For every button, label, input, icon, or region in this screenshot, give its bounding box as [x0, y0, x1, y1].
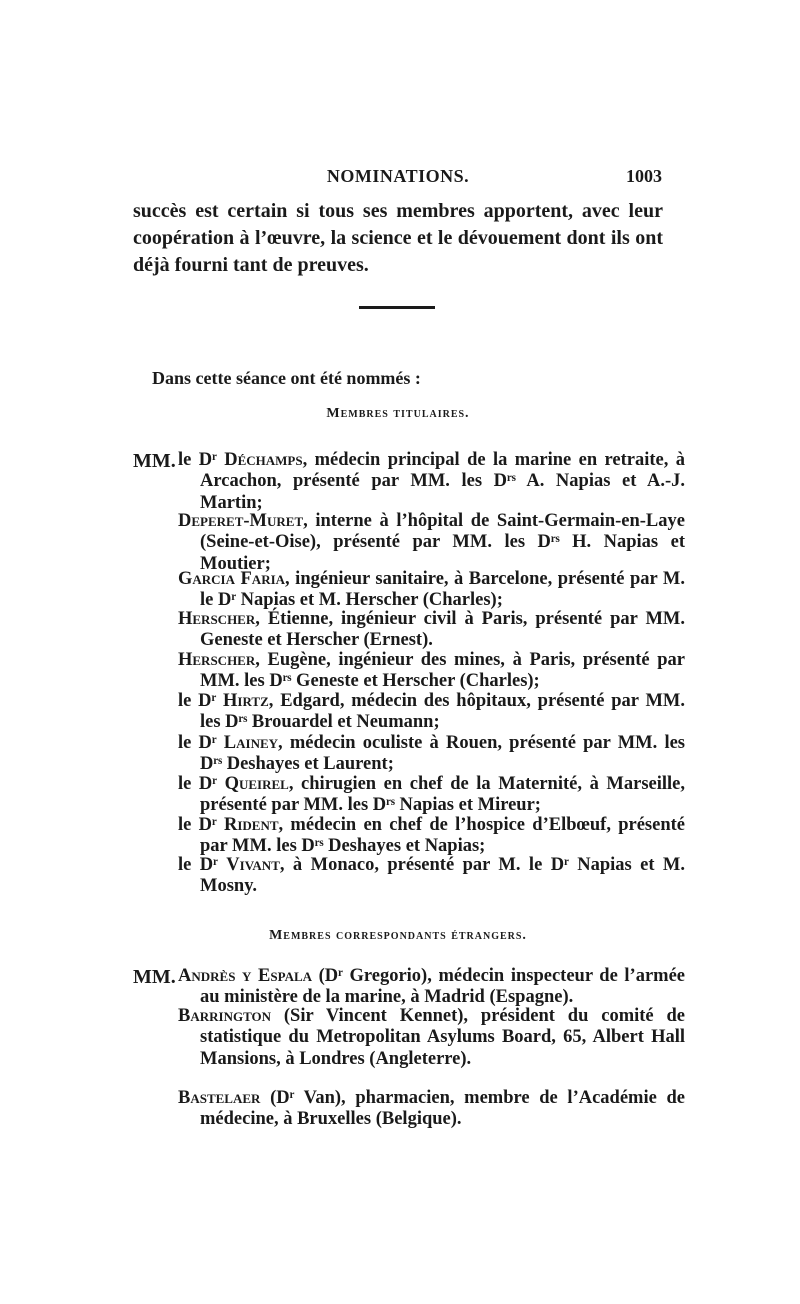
entry-details: (Dʳ Gregorio), médecin inspecteur de l’armée au ministère de la marine, à Madrid (Espagne). [200, 966, 686, 1008]
entry-details: , interne à l’hôpital de Saint-Germain-en-Laye (Seine-et-Oise), présenté par MM. les Dʳˢ H. Napias et Moutier; [200, 511, 685, 574]
correspondant-entry [178, 966, 685, 1009]
entry-details: (Dʳ Van), pharmacien, membre de l’Académie de médecine, à Bruxelles (Belgique). [200, 1088, 685, 1130]
entry-details: (Sir Vincent Kennet), président du comité de statistique du Metropolitan Asylums Board, 65, Albert Hall Mansions, à Londres (Angleterre). [200, 1006, 685, 1069]
member-name: Barrington [178, 1006, 271, 1026]
titulaires-prefix: MM. [133, 450, 176, 472]
titulaire-entry [178, 691, 685, 734]
entry-lead: le Dʳ [178, 855, 227, 875]
entry-lead: le Dʳ [178, 450, 225, 470]
member-name: Deperet-Muret [178, 511, 304, 531]
member-name: Hirtz [223, 691, 269, 711]
member-name: Déchamps [224, 450, 303, 470]
correspondants-prefix: MM. [133, 966, 176, 988]
entry-lead: le Dʳ [178, 691, 224, 711]
intro-line: Dans cette séance ont été nommés : [152, 368, 421, 388]
member-name: Garcia Faria [178, 569, 286, 589]
entry-details: , médecin principal de la marine en retraite, à Arcachon, présenté par MM. les Dʳˢ A. Napias et A.-J. Martin; [200, 450, 686, 513]
page-header [134, 166, 662, 194]
member-name: Andrès y Espala [178, 966, 313, 986]
titulaire-entry [178, 733, 685, 776]
running-title: NOMINATIONS. [326, 166, 470, 186]
member-name: Bastelaer [178, 1088, 261, 1108]
entry-details: , chirugien en chef de la Maternité, à Marseille, présenté par MM. les Dʳˢ Napias et Mireur; [200, 774, 685, 816]
titulaire-entry [178, 650, 685, 693]
correspondant-entry [178, 1006, 685, 1070]
page-number: 1003 [626, 166, 662, 186]
member-name: Queirel [224, 774, 289, 794]
entry-details: , Étienne, ingénieur civil à Paris, présenté par MM. Geneste et Herscher (Ernest). [200, 609, 685, 651]
entry-details: , ingénieur sanitaire, à Barcelone, présenté par M. le Dʳ Napias et M. Herscher (Charles); [200, 569, 686, 611]
titulaire-entry [178, 450, 685, 514]
heading-membres-titulaires: Membres titulaires. [326, 406, 470, 421]
entry-lead: le Dʳ [178, 733, 224, 753]
titulaire-entry [178, 815, 685, 858]
entry-details: , médecin oculiste à Rouen, présenté par MM. les Dʳˢ Deshayes et Laurent; [200, 733, 685, 775]
entry-lead: le Dʳ [178, 774, 225, 794]
member-name: Herscher [178, 650, 256, 670]
titulaire-entry [178, 511, 685, 575]
titulaire-entry [178, 774, 685, 817]
member-name: Vivant [226, 855, 280, 875]
entry-details: , médecin en chef de l’hospice d’Elbœuf, présenté par MM. les Dʳˢ Deshayes et Napias; [200, 815, 685, 857]
entry-details: , Edgard, médecin des hôpitaux, présenté par MM. les Dʳˢ Brouardel et Neumann; [200, 691, 685, 733]
entry-details: , Eugène, ingénieur des mines, à Paris, présenté par MM. les Dʳˢ Geneste et Herscher (Charles); [200, 650, 685, 692]
titulaire-entry [178, 609, 685, 652]
entry-details: , à Monaco, présenté par M. le Dʳ Napias et M. Mosny. [200, 855, 686, 897]
titulaire-entry [178, 855, 685, 898]
member-name: Herscher [178, 609, 256, 629]
heading-membres-correspondants: Membres correspondants étrangers. [269, 928, 527, 943]
member-name: Rident [223, 815, 279, 835]
correspondant-entry [178, 1088, 685, 1131]
section-divider [359, 306, 435, 309]
member-name: Lainey [223, 733, 279, 753]
entry-lead: le Dʳ [178, 815, 224, 835]
titulaire-entry [178, 569, 685, 612]
opening-paragraph: succès est certain si tous ses membres apportent, avec leur coopération à l’œuvre, la science et le dévouement dont ils ont déjà fourni tant de preuves. [133, 200, 663, 276]
